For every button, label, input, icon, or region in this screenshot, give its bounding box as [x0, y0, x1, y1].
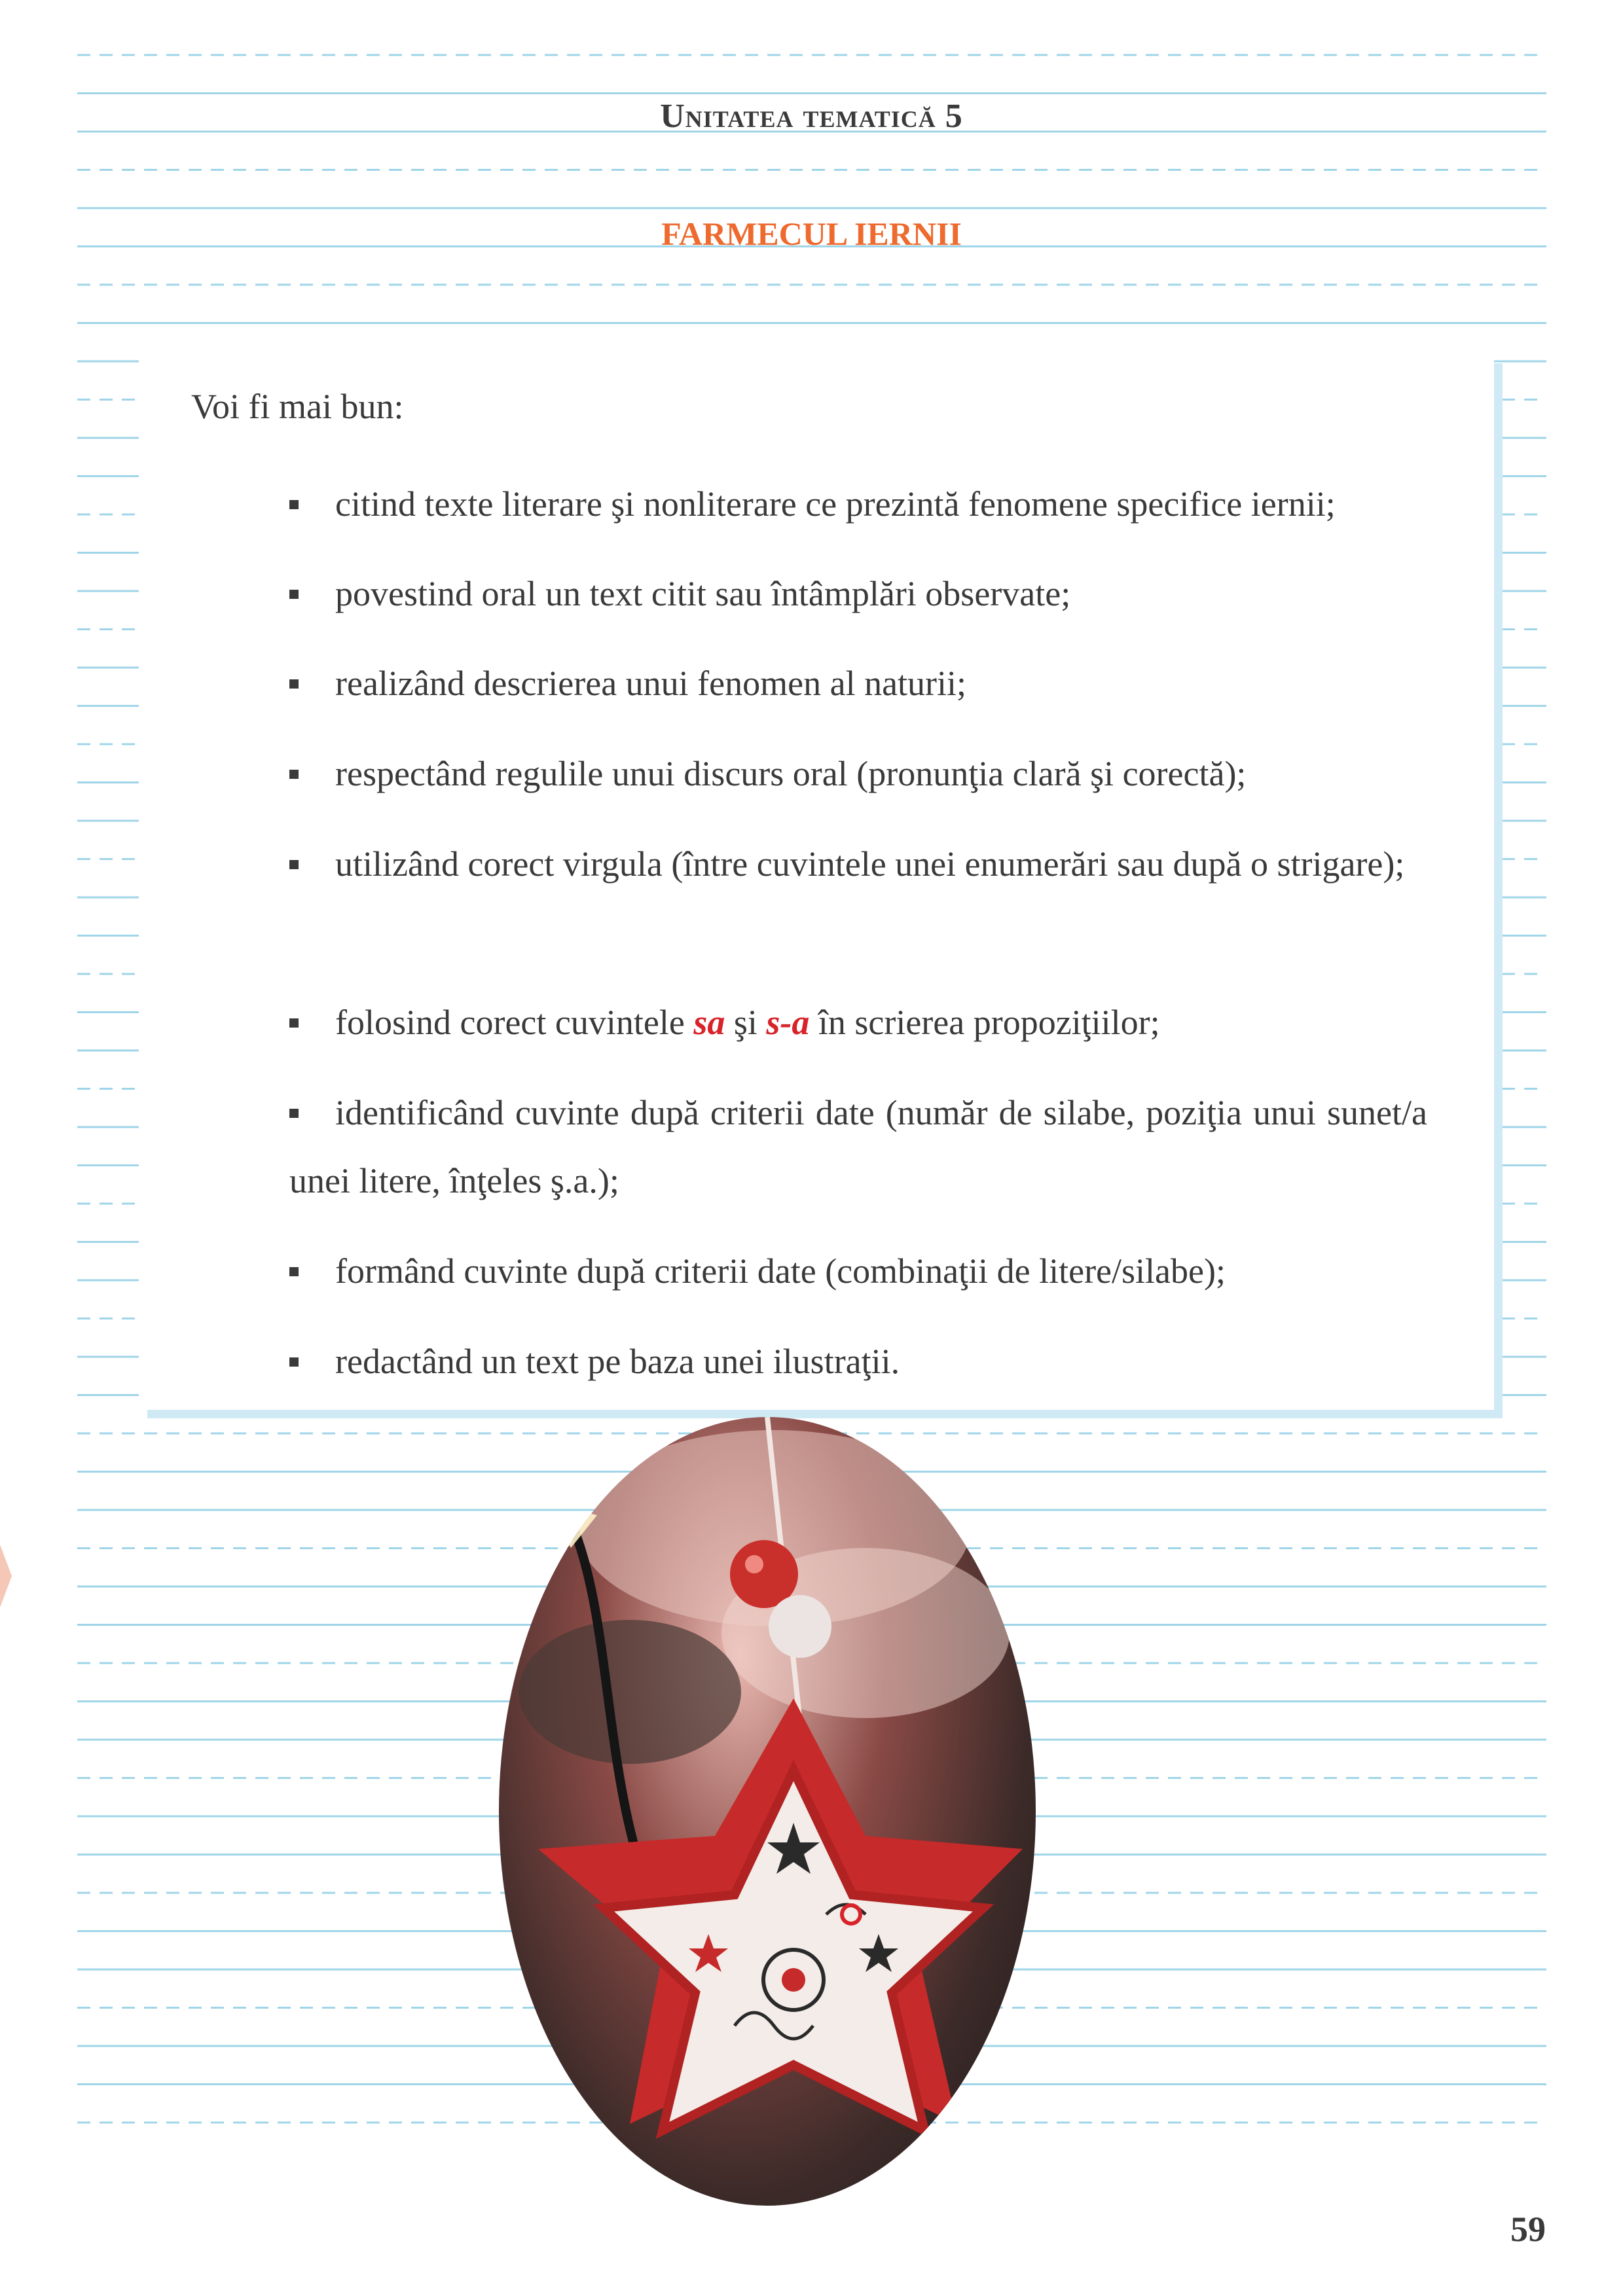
square-bullet-icon — [289, 1109, 299, 1118]
goal-item: respectând regulile unui discurs oral (pronunţia clară şi corectă); — [289, 740, 1427, 808]
keyword-sa: sa — [693, 1003, 725, 1042]
unit-title: Unitatea tematică 5 — [660, 98, 963, 135]
goals-intro: Voi fi mai bun: — [191, 387, 404, 426]
square-bullet-icon — [289, 679, 299, 689]
square-bullet-icon — [289, 1018, 299, 1028]
goal-item: realizând descrierea unui fenomen al naturii; — [289, 649, 1427, 717]
goal-item: folosind corect cuvintele sa şi s-a în scrierea propoziţiilor; — [289, 988, 1427, 1056]
goal-item: formând cuvinte după criterii date (combinaţii de litere/silabe); — [289, 1237, 1427, 1305]
goal-item: povestind oral un text citit sau întâmplări observate; — [289, 560, 1427, 628]
square-bullet-icon — [289, 500, 299, 509]
keyword-s-a: s-a — [766, 1003, 810, 1042]
chapter-title: FARMECUL IERNII — [661, 215, 962, 252]
square-bullet-icon — [289, 860, 299, 869]
square-bullet-icon — [289, 1267, 299, 1276]
goal-item: identificând cuvinte după criterii date (număr de silabe, poziţia unui sunet/a unei litere, înţeles ş.a.); — [289, 1093, 1427, 1200]
goal-item: citind texte literare şi nonliterare ce prezintă fenomene specifice iernii; — [289, 470, 1427, 538]
square-bullet-icon — [289, 590, 299, 599]
goal-item: utilizând corect virgula (între cuvintele unei enumerări sau după o strigare); — [289, 830, 1427, 898]
goal-item: redactând un text pe baza unei ilustraţii. — [289, 1327, 1427, 1395]
page-edge-marker — [0, 1545, 12, 1607]
square-bullet-icon — [289, 770, 299, 779]
page-number: 59 — [1510, 2210, 1546, 2249]
christmas-ornament-photo — [499, 1417, 1036, 2206]
square-bullet-icon — [289, 1357, 299, 1367]
